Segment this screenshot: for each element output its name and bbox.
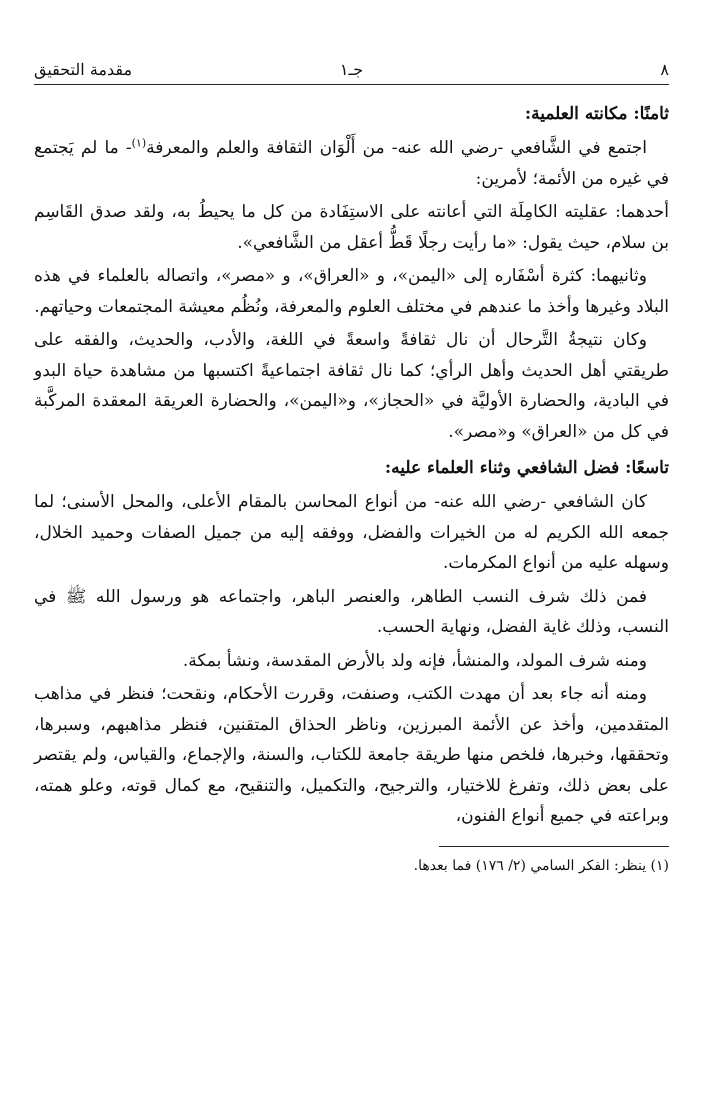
document-page (34, 58, 669, 879)
paragraph-lineage: فمن ذلك شرف النسب الطاهر، والعنصر الباهر، واجتماعه هو ورسول الله ﷺ في النسب، وذلك غاية الفضل، ونهاية الحسب. (34, 586, 669, 637)
volume-label: جـ١ (339, 60, 364, 79)
paragraph-intro (34, 133, 669, 194)
footnote-marker[interactable]: (١) (131, 136, 147, 150)
paragraph-virtues: كان الشافعي -رضي الله عنه- من أنواع المحاسن بالمقام الأعلى، والمحل الأسنى؛ لما جمعه الله الكريم له من الخيرات والفضل، ووفقه إليه من جميل الصفات وحميد الخلال، وسهله عليه من أنواع المكرمات. (34, 492, 669, 573)
paragraph-birthplace: ومنه شرف المولد، والمنشأ، فإنه ولد بالأرض المقدسة، ونشأ بمكة. (182, 650, 647, 671)
paragraph-travel-result: وكان نتيجةُ التَّرحال أن نال ثقافةً واسعةً في اللغة، والأدب، والحديث، والفقه على طريقتي أهل الحديث وأهل الرأي؛ كما نال ثقافة اجتماعيةً اكتسبها من مشاهدة حياة البدو في البادية، والحضارة الأوليَّة في «الحجاز»، و«اليمن»، والحضارة العريقة المعقدة المركَّبة في كل من «العراق» و«مصر». (34, 330, 669, 442)
section-heading-eighth: ثامنًا: مكانته العلمية: (524, 104, 669, 124)
paragraph-methodology: ومنه أنه جاء بعد أن مهدت الكتب، وصنفت، وقررت الأحكام، ونقحت؛ فنظر في مذاهب المتقدمين، وأخذ عن الأئمة المبرزين، وناظر الحذاق المتقنين، فنظر مذاهبهم، وسبرها، وتحققها، وخبرها، فلخص منها طريقة جامعة للكتاب، والسنة، والإجماع، والقياس، ولم يقتصر على بعض ذلك، وتفرغ للاختيار، والترجيح، والتكميل، والتنقيح، مع كمال قوته، وعلو همته، وبراعته في جميع أنواع الفنون، (34, 684, 669, 826)
intro-text-end: - ما لم يَجتمع في غيره من الأئمة؛ لأمرين: (34, 138, 669, 189)
paragraph-second-reason: وثانيهما: كثرة أسْفَاره إلى «اليمن»، و «العراق»، و «مصر»، واتصاله بالعلماء في هذه البلاد وغيرها وأخذ ما عندهم في مختلف العلوم والمعرفة، ونُظُم معيشة المجتمعات وحياتهم. (34, 266, 669, 317)
page-header (34, 58, 669, 85)
paragraph-first-reason: أحدهما: عقليته الكامِلَة التي أعانته على الاستِفَادة من كل ما يحيطُ به، ولقد صدق القَاسِم بن سلام، حيث يقول: «ما رأيت رجلًا قَطُّ أعقل من الشَّافعي». (34, 202, 669, 253)
running-title: مقدمة التحقيق (34, 60, 133, 79)
page-body (34, 99, 669, 832)
intro-text-start: اجتمع في الشَّافعي -رضي الله عنه- من أَلْوَان الثقافة والعلم والمعرفة (146, 138, 647, 158)
footnote-divider (439, 846, 669, 847)
page-number: ٨ (660, 60, 669, 79)
section-heading-ninth: تاسعًا: فضل الشافعي وثناء العلماء عليه: (384, 458, 669, 478)
footnote: (١) ينظر: الفكر السامي (٢/ ١٧٦) فما بعدها. (413, 857, 669, 874)
